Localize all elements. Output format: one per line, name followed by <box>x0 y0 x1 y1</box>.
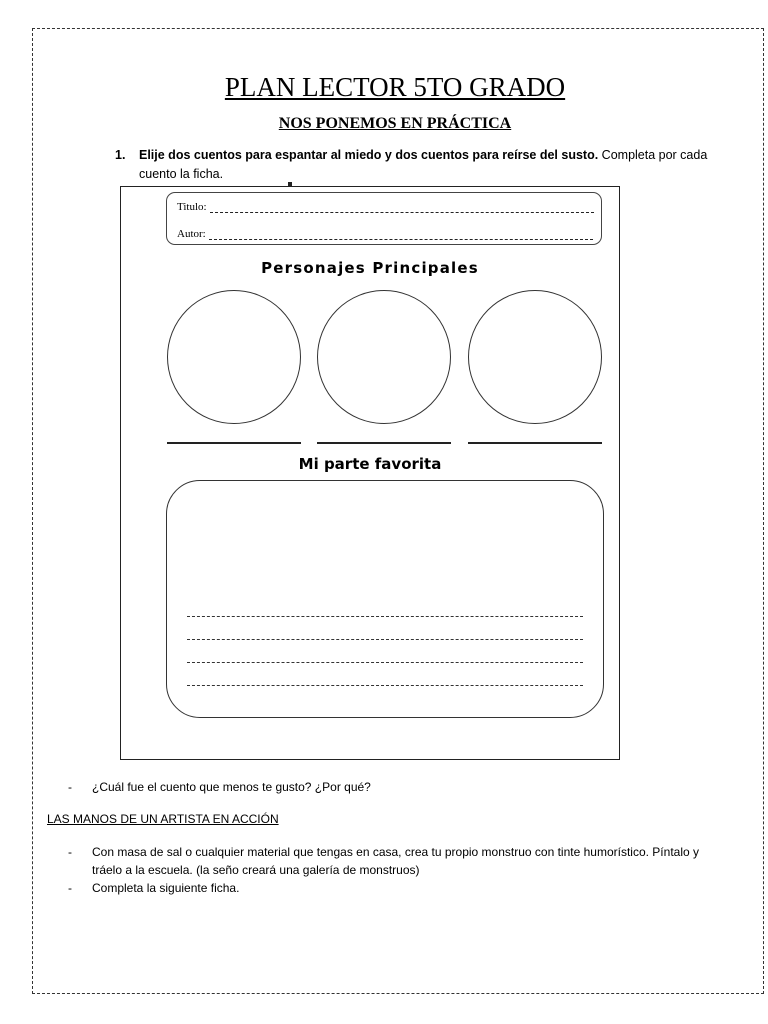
writing-line-2 <box>187 639 583 640</box>
character-circle-3 <box>468 290 602 424</box>
author-field-label: Autor: <box>177 228 206 240</box>
worksheet-image <box>120 186 620 760</box>
author-field-line <box>209 231 593 240</box>
page-title: PLAN LECTOR 5TO GRADO <box>224 72 566 102</box>
author-field <box>177 228 593 240</box>
title-author-box <box>166 192 602 245</box>
writing-line-4 <box>187 685 583 686</box>
writing-line-3 <box>187 662 583 663</box>
title-field-label: Titulo: <box>177 201 207 213</box>
list-item <box>68 843 718 879</box>
character-name-line-2 <box>317 442 451 444</box>
characters-heading: Personajes Principales <box>261 259 479 277</box>
art-task-list <box>68 843 718 897</box>
instruction-text-rest: Completa por cada cuento la ficha. <box>139 148 708 181</box>
favorite-part-box <box>166 480 604 718</box>
list-bullet: - <box>68 845 72 859</box>
title-field <box>177 201 594 213</box>
character-circle-2 <box>317 290 451 424</box>
list-item-text: Completa la siguiente ficha. <box>92 881 240 895</box>
list-item-text: Con masa de sal o cualquier material que tengas en casa, crea tu propio monstruo con tinte humorístico. Píntalo y tráelo a la escuela. (la seño creará una galería de monstruos) <box>92 845 699 877</box>
writing-line-1 <box>187 616 583 617</box>
favorite-part-heading: Mi parte favorita <box>298 455 442 473</box>
question-text: ¿Cuál fue el cuento que menos te gusto? ¿Por qué? <box>92 780 371 794</box>
art-section-heading: LAS MANOS DE UN ARTISTA EN ACCIÓN <box>47 812 279 826</box>
character-name-line-3 <box>468 442 602 444</box>
instruction-text <box>115 146 725 184</box>
character-circle-1 <box>167 290 301 424</box>
list-bullet: - <box>68 881 72 895</box>
title-field-line <box>210 204 594 213</box>
list-item <box>68 879 718 897</box>
question-bullet: - <box>68 780 72 794</box>
character-name-line-1 <box>167 442 301 444</box>
instruction-number: 1. <box>115 148 126 162</box>
section-subtitle: NOS PONEMOS EN PRÁCTICA <box>278 115 512 132</box>
instruction-item <box>115 146 725 184</box>
question-item <box>68 780 371 794</box>
instruction-text-bold: Elije dos cuentos para espantar al miedo y dos cuentos para reírse del susto. <box>139 148 599 162</box>
